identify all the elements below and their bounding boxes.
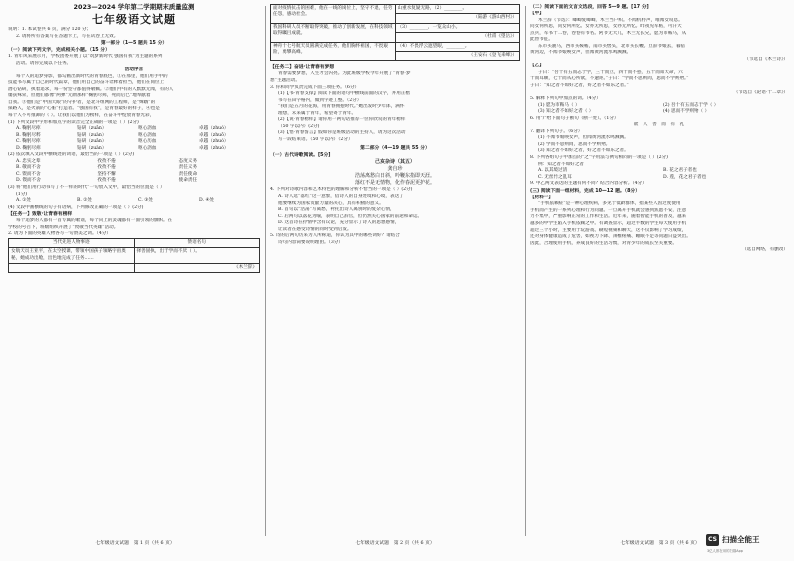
scanner-tagline: 3亿人都在用的扫描App: [707, 549, 743, 553]
question: 6. 用“/”给下面句子断句（断一处）。（1分）: [530, 115, 619, 121]
part-heading: 第一部分（1—5 题共 15 分）: [100, 41, 168, 47]
option: 让读者在感受诗情的同时受到启发。: [278, 226, 352, 232]
passage-line: 自我。③他们是“中国天眼”的守护者，是北斗组网的工程师，是“嫦娥”的: [8, 99, 156, 105]
option-row: B. 敬而不舍 孜孜不倦 责任义务: [16, 165, 198, 171]
passage-label: 【甲】: [530, 11, 544, 16]
passage-line: 每个人不可推卸的（ ）。让我们以他们为榜样，在奋斗中绽放青春光彩，: [8, 113, 155, 119]
question: (1分): [16, 191, 28, 197]
option-row: A. 以其境过清 B. 花之君子者也: [538, 168, 697, 174]
table-cell: 《木兰辞》: [134, 264, 260, 273]
scanner-app-name: 扫描全能王: [722, 535, 760, 544]
section-heading: （一）阅读下列文字，完成相关小题。（15 分）: [8, 48, 110, 54]
table-cell: 女航天员王亚平，在太空授课，带领中国孩子领略宇宙奥秘，她成功出舱，出色地完成了任务……: [9, 248, 135, 264]
sentence: 欲 人 善 而 有 礼: [633, 122, 685, 128]
passage-line: 点兵，军书十二卷，卷卷有爷名。阿爷无大儿，木兰无长兄，愿为市鞍马，从: [530, 30, 687, 36]
section-heading: (三) 阅读下面一组材料，完成 10—12 题。（8分）: [530, 188, 641, 194]
option-row: C. 锲而不舍 坚持不懈 责任使命: [16, 171, 198, 177]
passage-line: 学校的号召下，班级组织开展了“致敬当代英雄”活动。: [8, 224, 119, 230]
option: 他要继续为国家贡献力量的决心，具有积极的意义。: [278, 200, 384, 206]
table-cell: 神舟十七号航天员圆满完成任务，他们胸怀祖国，不畏艰险，勇攀高峰。: [271, 42, 396, 61]
page-title: 七年级语文试题: [92, 13, 176, 26]
part-heading: 第二部分（4—19 题共 55 分）: [360, 146, 430, 152]
example: 例：知之者不如好之者: [538, 161, 584, 167]
table-header: 赞语名句: [134, 238, 260, 247]
passage-line: 此替爷征。: [530, 37, 553, 43]
option-row: A. 忠实之辈 孜孜不倦 态度义务: [16, 158, 198, 164]
column-divider: [525, 6, 526, 536]
page-1-column: [8, 0, 260, 538]
passage-line: “手机依赖症”是一种心理疾病，多见于低龄群体，指某些人因过度使用: [538, 201, 681, 207]
option: C. 后两句以落花为喻，表明自己辞官，但仍然关心国家的前途和命运。: [278, 213, 423, 219]
passage-line: 越多的中学生陷入手机依赖之中。有调查显示，超过半数的学生每天使用手机: [530, 220, 687, 226]
passage-line: 青春需要梦想，人生才会闪亮。为此班级学校今年开展了“青春·梦: [278, 71, 411, 77]
passage-line: 木兰辞（节选）：唧唧复唧唧，木兰当户织。不闻机杼声，唯闻女叹息。: [538, 17, 683, 23]
table-header: 当代先进人物事迹: [9, 238, 135, 247]
passage-source: （节选自《论语·十二章》）: [733, 89, 788, 95]
passage-source: （选自网络，有删改）: [742, 247, 788, 253]
section-heading: （一）古代诗歌阅读。[5分]: [270, 153, 331, 159]
question: 3. 你和同学负责完成下面三项任务。（6分）: [270, 84, 360, 90]
passage-source: （节选自《木兰诗》）: [744, 56, 788, 62]
passage-line: 问女何所思，问女何所忆。女亦无所思，女亦无所忆。昨夜见军帖，可汗大: [530, 24, 682, 30]
question: 2. 请为下面的英雄人物各写一句赞美之词。（4分）: [8, 231, 111, 237]
question: 5. 诗的后两句历来为人所称道，你认为其中的哪些词好？请结合: [270, 233, 400, 239]
table-cell: 我国科研人员不断取得突破，推动了创新发展，在科技领域取得瞩目成就。: [271, 23, 396, 42]
option: B. 首句以“浩荡”写离愁，衬托出诗人离别时的复杂心情，: [278, 207, 395, 213]
page-footer: 七年级语文试题 第 1 页（共 6 页）: [95, 541, 175, 546]
question: (3) 将“他们用行动书写了不一样的时代”一句放入文中，最恰当的位置是（ ）: [8, 185, 165, 191]
question: 8. 下列各组句子中加点的“之”字用法与例句相同的一项是（ ）(2分): [530, 155, 668, 161]
table-cell: [9, 264, 135, 273]
question-intro: 1. 青年风采展示月，学校团委开展了以“筑梦新时代 强国有我”为主题的系列: [8, 54, 163, 60]
poem-line: 落红不是无情物，化作春泥更护花。: [354, 180, 435, 187]
option-row: A. ①处 B. ②处 C. ③处 D. ④处: [16, 198, 215, 204]
passage-line: 还对身体健康造成了危害，如视力下降、颈椎疼痛、睡眠不足等问题日益突出。: [530, 234, 691, 240]
task-heading: 【任务二】奋进·让青春有梦想: [270, 65, 335, 71]
sub-question: (1) 不闻爷娘唤女声，但闻黄河流水鸣溅溅。: [538, 135, 629, 141]
question: 4. 下列对诗歌内容和艺术特色的理解和分析不恰当的一项是（ ）(2分): [270, 187, 413, 193]
question: (4) 文段中画横线的句子有语病，下列修改正确的一项是（ ）(2分): [8, 204, 144, 210]
option-row: (3) 知之者不如好之者（ ） (4) 思而不学则殆（ ）: [538, 109, 710, 115]
option-row: A. 鞠躬尽瘁 钻研（zuān） 呕心沥血 卓越（zhuó）: [16, 126, 229, 132]
table-cell: 面对疫情抗击的困难，他在一线的岗位上，坚守不退，任劳任怨，感动社会。: [271, 5, 396, 24]
passage-line: 力不集中，严重影响正常的工作和生活。近年来，随着智能手机的普及，越来: [530, 214, 687, 220]
option-row: D. 锲而不舍 孜孜不倦 使命责任: [16, 178, 198, 184]
poem-line: 浩荡离愁白日斜，吟鞭东指即天涯。: [354, 173, 435, 180]
page-3-column: [530, 0, 788, 538]
question: 写一段结束语。（50 字以内）（2分）: [278, 136, 353, 142]
option-row: C. 鞠躬尽瘁 钻研（zuān） 呕心历血 卓越（zhuó）: [16, 139, 229, 145]
table-cell: （杜甫《望岳》）: [395, 33, 519, 42]
question: （50 字以内）(2分): [278, 123, 320, 129]
option-row: (1) 愿为市鞍马（ ） (2) 吾十有五而志于学（ ）: [538, 102, 719, 108]
table-cell: （3）________，一览众山小。: [395, 23, 519, 32]
question: 诗句内容简要说明理由。（3分）: [278, 239, 343, 245]
passage-line: 探路人，是火箭的“心脏”打造者。“强国有我”，是青春最好的样子，④也是: [8, 106, 160, 112]
option-row: C. 无丝竹之乱耳 D. 莲，花之君子者也: [538, 174, 707, 180]
passage-label: 【材料一】: [530, 194, 553, 200]
camscanner-logo-icon: CS: [706, 534, 719, 546]
question: (2)【说·青春榜样】请你用一两句话推荐一位你欣赏的青年榜样: [278, 117, 406, 123]
question: (1)【书·青春支撑】阅读下面的语句中横线前面的汉字，并用正楷: [278, 91, 411, 97]
table-cell: 择善固执，出于学而不厌（ ）。: [134, 248, 260, 264]
passage-line: 因此，合理使用手机，养成良好的生活习惯，对青少年的成长至关重要。: [530, 240, 678, 246]
question: (3)【悟·青春誓言】假如你是班级活动的主持人，请为这次活动: [278, 130, 406, 136]
sub-question: (3) 知之者不如好之者，好之者不如乐之者。: [538, 148, 629, 154]
option: D. 这首诗在抒情中含有议论，充分显示了诗人的思想感情，: [278, 220, 400, 226]
passage-line: 子曰：“知之者不如好之者，好之者不如乐之者。”: [530, 83, 629, 89]
instructions: 2. 请将所有答案写在答题卡上，写在试卷上无效。: [16, 33, 119, 39]
question: (1) 下列文段中字形和加点字的读音完全正确的一项是（ ）(2分): [8, 119, 139, 125]
hero-table: [8, 238, 260, 274]
option-row: D. 鞠躬尽瘁 钻研（zuàn） 呕心沥血 卓越（zhuó）: [16, 145, 229, 151]
passage-line: 技能书写属于自己的时代篇章，他们用自己的奋斗诠释着担当，他们在岗位上: [8, 80, 165, 86]
question: 7. 翻译下列句子。（6分）: [530, 128, 583, 134]
column-divider: [265, 6, 266, 536]
passage-line: 子曰：“吾十有五而志于学，三十而立，四十而不惑，五十而知天命，六: [538, 69, 683, 75]
option: A. 诗人选“落红”这一意象，借诗人的自身处境和心境，表达了: [278, 194, 404, 199]
passage-line: 东市买骏马，西市买鞍鞯，南市买辔头，北市买长鞭。旦辞爷娘去，暮宿: [538, 43, 686, 49]
table-cell: （陆游《游山西村》）: [395, 14, 519, 23]
passage-line: 每个人的追梦身影，都勾画出新时代的青春底色，①在那里，他们用手中的: [16, 73, 168, 79]
passage-line: 黄河边，不闻爷娘唤女声，但闻黄河流水鸣溅溅。: [530, 50, 632, 56]
passage-line: 手机而产生的一系列心理和行为问题。一旦离开手机就会感到焦虑不安，注意: [530, 207, 687, 213]
instructions: 说明：1. 本试卷共 6 页，满分 120 分；: [8, 27, 92, 32]
scanner-watermark: [706, 532, 792, 558]
passage-title: 活动序言: [124, 67, 144, 73]
poetry-table: [270, 4, 520, 61]
question: 书写在田字格内，做到字迹工整。（2分）: [278, 97, 362, 103]
passage-label: 【乙】: [530, 63, 544, 69]
question-intro: 活动。请你完成以下任务。: [16, 60, 72, 66]
page-2-column: [270, 0, 520, 538]
task-heading: 【任务一】致敬·让青春有榜样: [8, 212, 73, 218]
question: 9. 甲乙两文表达的主题有何不同？结合内容分析。（4分）: [530, 181, 647, 187]
section-heading: （二）阅读下面的文言文选段，回答 5—9 题。[17 分]: [530, 5, 649, 10]
passage-line: 潜心钻研，执着追求，每一份坚守都值得敬佩。②他们中有的人默默无闻，有的人: [8, 86, 174, 92]
table-cell: （4）不畏浮云遮望眼，________。: [395, 42, 519, 51]
exam-header: 2023—2024 学年第二学期期末质量监测: [73, 3, 195, 11]
sub-question: (2) 学而不思则罔，思而不学则殆。: [538, 141, 611, 147]
page-footer: 七年级语文试题 第 3 页（共 6 页）: [620, 541, 700, 546]
passage-line: 想”主题活动。: [270, 77, 300, 83]
page-footer: 七年级语文试题 第 2 页（共 6 页）: [355, 541, 435, 546]
passage-line: 超过三个小时，主要用于玩游戏、刷短视频和聊天，这不仅影响了学习成绩，: [530, 227, 687, 233]
passage-line: “我们是五月的花海，用青春拥抱时代。”她出发时少年郎，满怀: [278, 104, 405, 110]
poem-author: 龚自珍: [387, 166, 403, 173]
passage-line: 十而耳顺，七十而从心所欲，不逾矩。”子曰：“学而不思则罔，思而不学则殆。”: [530, 76, 689, 82]
passage-line: 屡获殊荣，但他们都像“两弹”元勋那样“鞠躬尽瘁，死而后已”地奉献着: [8, 93, 151, 99]
passage-line: 每个追梦的人都有一首专属的歌谣，每个向上的灵魂都有一面引领的旗帜。在: [16, 218, 173, 224]
passage-line: 理想，未来属于青年，希望寄于青年。: [278, 110, 357, 116]
poem-title: 己亥杂诗（其五）: [374, 159, 415, 166]
table-cell: 山重水复疑无路，（2）________。: [395, 5, 519, 14]
table-cell: （王安石《登飞来峰》）: [395, 52, 519, 61]
question: (2) 依次填入文段中横线处的词语，最恰当的一项是（ ）(2分): [8, 152, 135, 158]
question: 5. 解释下列句中加点的词。（4分）: [530, 96, 601, 102]
option-row: B. 鞠躬尽粹 钻研（zuàn） 呕心沥血 卓越（zhuō）: [16, 132, 229, 138]
